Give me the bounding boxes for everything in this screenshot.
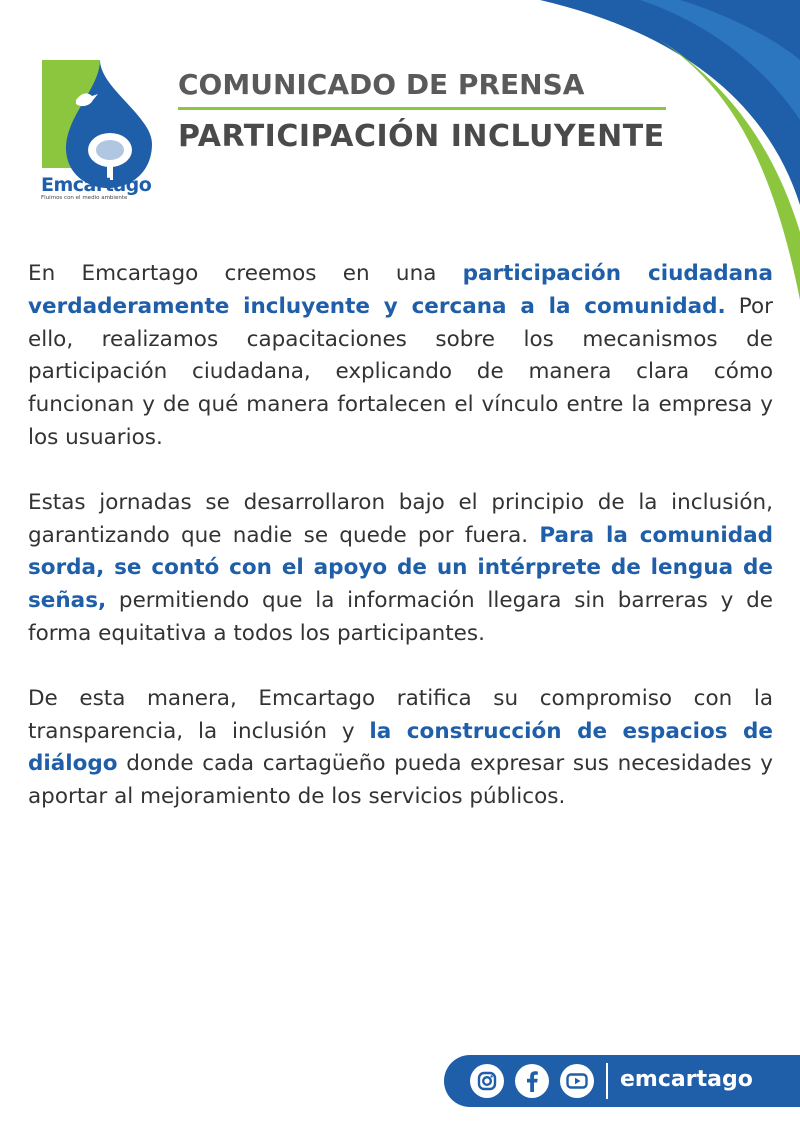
highlight-2: Para la comunidad sorda, se contó con el apoyo de un intérprete de lengua de señas,: [28, 522, 773, 614]
paragraph-2: Estas jornadas se desarrollaron bajo el principio de la inclusión, garantizando que nadie se quede por fuera. Para la comunidad sorda, se contó con el apoyo de un intérprete de lengua de señas, permitiendo que la información llegara sin barreras y de forma equitativa a todos los participantes.: [28, 489, 773, 646]
footer-separator: [606, 1063, 608, 1099]
page-title: PARTICIPACIÓN INCLUYENTE: [178, 119, 665, 154]
paragraph-1: En Emcartago creemos en una participación ciudadana verdaderamente incluyente y cercana a la comunidad. Por ello, realizamos capacitaciones sobre los mecanismos de participación ciudadana, explicando de manera clara cómo funcionan y de qué manera fortalecen el vínculo entre la empresa y los usuarios.: [28, 261, 773, 450]
social-footer: [444, 1055, 800, 1107]
logo-wordmark: Emcartago: [41, 174, 152, 196]
paragraph-3: De esta manera, Emcartago ratifica su compromiso con la transparencia, la inclusión y la construcción de espacios de diálogo donde cada cartagüeño pueda expresar sus necesidades y aportar al mejoramiento de los servicios públicos.: [28, 685, 773, 810]
logo-tagline: Fluimos con el medio ambiente: [41, 195, 128, 201]
social-handle[interactable]: emcartago: [620, 1067, 753, 1092]
instagram-icon[interactable]: [470, 1064, 504, 1098]
youtube-icon[interactable]: [560, 1064, 594, 1098]
header-divider: [178, 107, 666, 110]
facebook-icon[interactable]: [515, 1064, 549, 1098]
highlight-3: la construcción de espacios de diálogo: [28, 718, 773, 777]
press-release-kicker: COMUNICADO DE PRENSA: [178, 68, 585, 101]
highlight-1: participación ciudadana verdaderamente incluyente y cercana a la comunidad.: [28, 261, 773, 319]
article-body: [28, 258, 773, 846]
